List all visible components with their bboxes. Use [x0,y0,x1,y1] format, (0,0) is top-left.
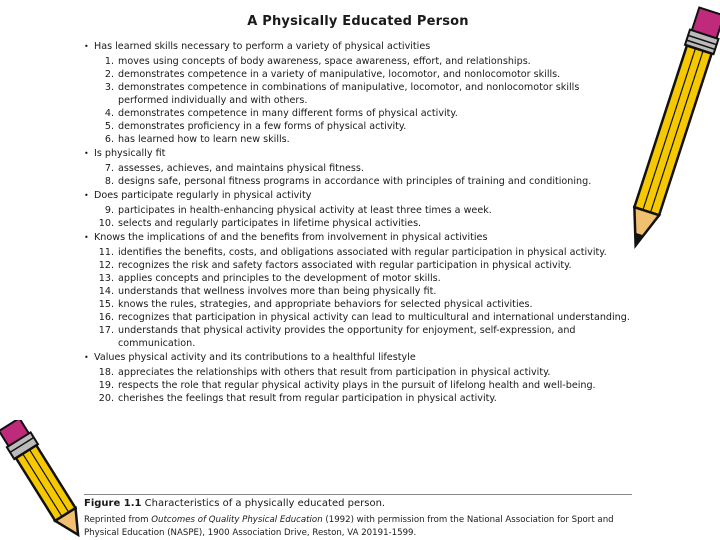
figure-caption-text: Characteristics of a physically educated person. [144,498,386,509]
outcome-item [84,55,636,68]
outcome-items [84,162,636,188]
pencil-icon-bottom-left [0,420,90,540]
item-text: assesses, achieves, and maintains physical fitness. [118,163,364,174]
figure-label: Figure 1.1 [84,498,142,509]
item-number: 4. [104,108,114,119]
outcome-item [84,324,636,350]
item-number: 1. [104,56,114,67]
item-text: knows the rules, strategies, and appropriate behaviors for selected physical activities. [118,299,533,310]
outcome-item [84,81,636,107]
outcome-section [84,231,636,350]
outcome-item [84,68,636,81]
outcome-items [84,366,636,405]
credit-suffix: (1992) with permission from the National Association for Sport and Physical Education (NASPE), 1900 Association Drive, Reston, VA 20191-1599. [84,515,614,538]
section-heading-text: Knows the implications of and the benefits from involvement in physical activities [94,232,488,243]
item-number: 11. [98,247,114,258]
outcome-item [84,311,636,324]
outcomes-list [84,40,636,406]
bullet-icon: • [84,191,89,200]
section-heading-text: Has learned skills necessary to perform a variety of physical activities [94,41,431,52]
bullet-icon: • [84,42,89,51]
section-heading [84,189,636,202]
item-text: recognizes the risk and safety factors associated with regular participation in physical activity. [118,260,572,271]
item-number: 3. [104,82,114,93]
outcome-section [84,189,636,230]
bullet-icon: • [84,353,89,362]
item-number: 20. [98,393,114,404]
item-text: demonstrates proficiency in a few forms of physical activity. [118,121,407,132]
item-text: applies concepts and principles to the development of motor skills. [118,273,441,284]
outcome-items [84,55,636,146]
item-number: 8. [104,176,114,187]
item-number: 5. [104,121,114,132]
outcome-item [84,392,636,405]
outcome-item [84,204,636,217]
item-number: 6. [104,134,114,145]
item-number: 13. [98,273,114,284]
item-text: has learned how to learn new skills. [118,134,290,145]
item-number: 14. [98,286,114,297]
outcome-item [84,259,636,272]
item-text: moves using concepts of body awareness, space awareness, effort, and relationships. [118,56,531,67]
outcome-item [84,133,636,146]
outcome-section [84,40,636,146]
figure-caption [84,494,632,509]
item-text: designs safe, personal fitness programs in accordance with principles of training and conditioning. [118,176,592,187]
outcome-item [84,120,636,133]
item-number: 16. [98,312,114,323]
outcome-item [84,285,636,298]
item-text: understands that physical activity provides the opportunity for enjoyment, self-expression, and communication. [118,325,576,349]
section-heading-text: Is physically fit [94,148,166,159]
bullet-icon: • [84,233,89,242]
outcome-item [84,217,636,230]
outcome-item [84,298,636,311]
outcome-section [84,351,636,405]
item-text: cherishes the feelings that result from regular participation in physical activity. [118,393,497,404]
credit-source: Outcomes of Quality Physical Education [151,515,323,525]
item-text: selects and regularly participates in lifetime physical activities. [118,218,422,229]
item-text: identifies the benefits, costs, and obligations associated with regular participation in physical activity. [118,247,607,258]
credit-line [84,514,634,540]
item-number: 12. [98,260,114,271]
outcome-item [84,272,636,285]
item-text: appreciates the relationships with others that result from participation in physical activity. [118,367,551,378]
outcome-item [84,246,636,259]
outcome-item [84,175,636,188]
credit-prefix: Reprinted from [84,515,152,525]
item-text: understands that wellness involves more than being physically fit. [118,286,437,297]
outcome-item [84,107,636,120]
item-number: 18. [98,367,114,378]
bullet-icon: • [84,149,89,158]
section-heading [84,40,636,53]
item-text: recognizes that participation in physical activity can lead to multicultural and international understanding. [118,312,630,323]
item-text: demonstrates competence in combinations of manipulative, locomotor, and nonlocomotor skills performed individually and with others. [118,82,580,106]
item-number: 9. [104,205,114,216]
section-heading-text: Values physical activity and its contributions to a healthful lifestyle [94,352,416,363]
section-heading-text: Does participate regularly in physical activity [94,190,312,201]
section-heading [84,231,636,244]
outcome-items [84,204,636,230]
outcome-items [84,246,636,350]
page-title [0,14,720,29]
item-text: demonstrates competence in a variety of manipulative, locomotor, and nonlocomotor skills. [118,69,561,80]
outcome-item [84,379,636,392]
outcome-item [84,366,636,379]
pencil-icon-top-right [628,2,720,272]
section-heading [84,351,636,364]
item-text: respects the role that regular physical activity plays in the pursuit of lifelong health and well-being. [118,380,596,391]
title-text: A Physically Educated Person [247,14,469,29]
item-number: 19. [98,380,114,391]
item-number: 2. [104,69,114,80]
item-text: demonstrates competence in many different forms of physical activity. [118,108,458,119]
section-heading [84,147,636,160]
item-number: 10. [98,218,114,229]
item-number: 7. [104,163,114,174]
item-text: participates in health-enhancing physical activity at least three times a week. [118,205,492,216]
item-number: 15. [98,299,114,310]
outcome-item [84,162,636,175]
item-number: 17. [98,325,114,336]
outcome-section [84,147,636,188]
